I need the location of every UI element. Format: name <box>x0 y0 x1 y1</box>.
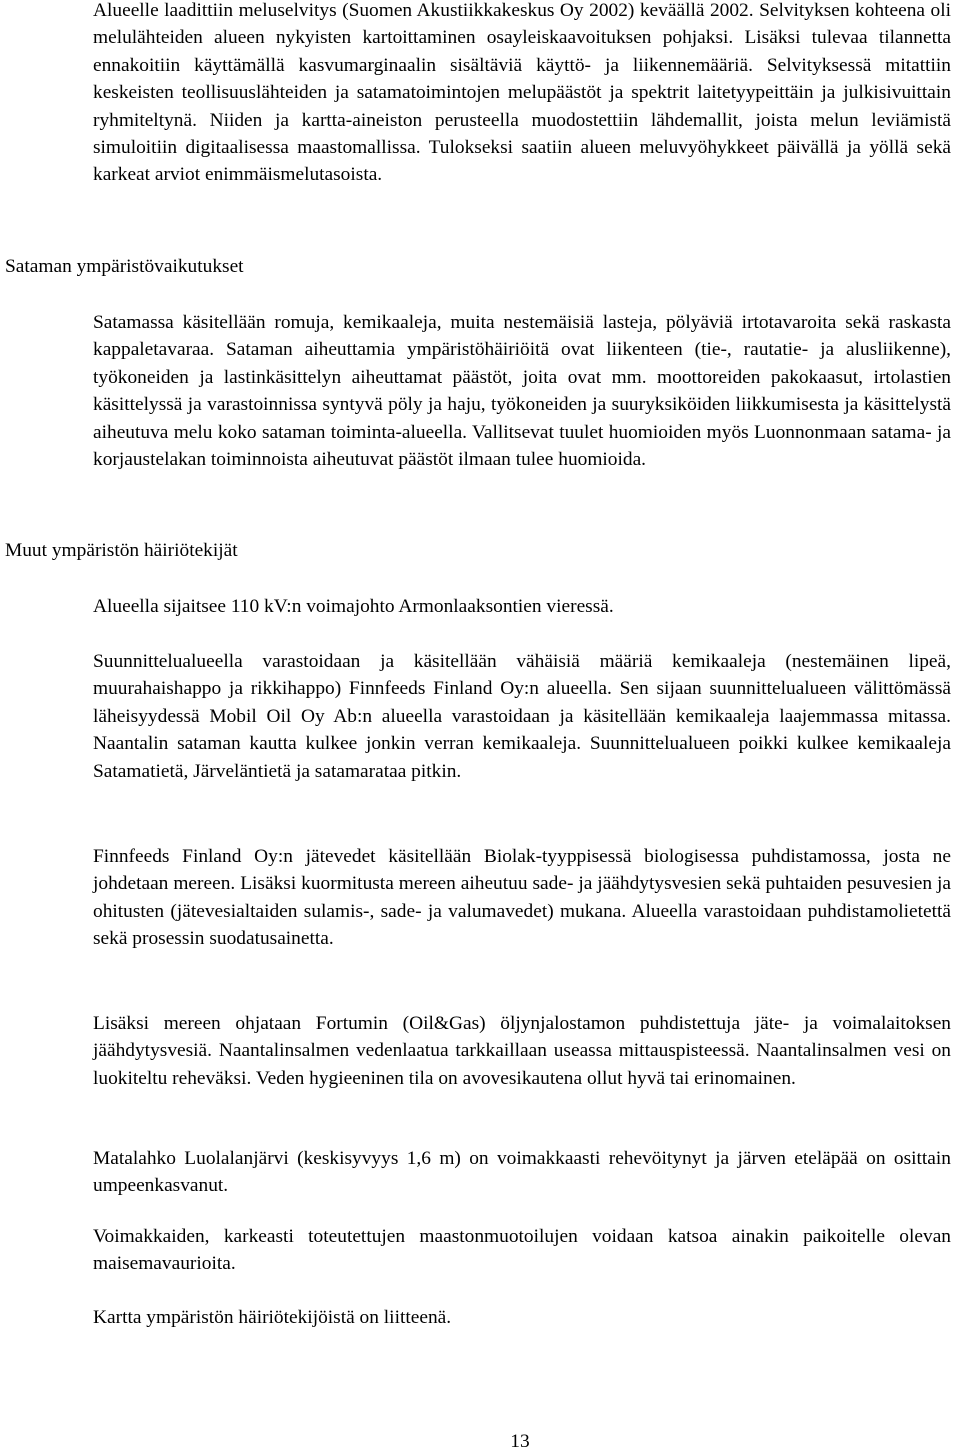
paragraph-noise-survey: Alueelle laadittiin meluselvitys (Suomen Akustiikkakeskus Oy 2002) keväällä 2002. Selvityksen kohteena oli melulähteiden alueen nykyisten kartoittaminen osayleiskaavoituksen pohjaksi. Lisäksi tulevaa tilannetta ennakoitiin käyttämällä kasvumarginaalin sisältäviä käyttö- ja liikennemääriä. Selvityksessä mitattiin keskeisten teollisuuslähteiden ja satamatoimintojen melupäästöt ja spektrit laitetyypeittäin ja julkisivuittain ryhmiteltynä. Niiden ja kartta-aineiston perusteella muodostettiin lähdemallit, joista melun leviämistä simuloitiin digitaalisessa maastomallissa. Tulokseksi saatiin alueen meluvyöhykkeet päivällä ja yöllä sekä karkeat arviot enimmäismelutasoista. <box>93 0 951 186</box>
paragraph-power-line: Alueella sijaitsee 110 kV:n voimajohto Armonlaaksontien vieressä. <box>93 596 614 617</box>
paragraph-landscape-damage: Voimakkaiden, karkeasti toteutettujen maastonmuotoilujen voidaan katsoa ainakin paikoitelle olevan maisemavaurioita. <box>93 1226 951 1275</box>
paragraph-wastewater: Finnfeeds Finland Oy:n jätevedet käsitellään Biolak-tyyppisessä biologisessa puhdistamossa, josta ne johdetaan mereen. Lisäksi kuormitusta mereen aiheutuu sade- ja jäähdytysvesien sekä puhtaiden pesuvesien ja ohitusten (jätevesialtaiden sulamis-, sade- ja valumavedet) mukana. Alueella varastoidaan puhdistamolietettä sekä prosessin suodatusainetta. <box>93 846 951 950</box>
paragraph-map-appendix: Kartta ympäristön häiriötekijöistä on liitteenä. <box>93 1307 452 1328</box>
page-number: 13 <box>510 1431 530 1452</box>
heading-harbour-impacts: Sataman ympäristövaikutukset <box>5 256 244 277</box>
paragraph-harbour-impacts: Satamassa käsitellään romuja, kemikaaleja, muita nestemäisiä lasteja, pölyäviä irtotavaroita sekä raskasta kappaletavaraa. Sataman aiheuttamia ympäristöhäiriöitä ovat liikenteen (tie-, rautatie- ja alusliikenne), työkoneiden ja lastinkäsittelyn aiheuttamat päästöt, joita ovat mm. moottoreiden pakokaasut, irtolastien käsittelyssä ja varastoinnissa syntyvä pöly ja haju, työkoneiden ja suuryksiköiden liikkumisesta ja käsittelystä aiheutuva melu koko sataman toiminta-alueella. Vallitsevat tuulet huomioiden myös Luonnonmaan satama- ja korjaustelakan toiminnoista aiheutuvat päästöt ilmaan tulee huomioida. <box>93 312 951 471</box>
paragraph-chemicals: Suunnittelualueella varastoidaan ja käsitellään vähäisiä määriä kemikaaleja (nestemäinen lipeä, muurahaishappo ja rikkihappo) Finnfeeds Finland Oy:n alueella. Sen sijaan suunnittelualueen välittömässä läheisyydessä Mobil Oil Oy Ab:n alueella varastoidaan ja käsitellään kemikaaleja laajemmassa mitassa. Naantalin sataman kautta kulkee jonkin verran kemikaaleja. Suunnittelualueen poikki kulkee kemikaaleja Satamatietä, Järveläntietä ja satamarataa pitkin. <box>93 651 951 782</box>
paragraph-luolalanjarvi: Matalahko Luolalanjärvi (keskisyvyys 1,6 m) on voimakkaasti rehevöitynyt ja järven eteläpää on osittain umpeenkasvanut. <box>93 1148 951 1197</box>
paragraph-sea-discharges: Lisäksi mereen ohjataan Fortumin (Oil&Gas) öljynjalostamon puhdistettuja jäte- ja voimalaitoksen jäähdytysvesiä. Naantalinsalmen vedenlaatua tarkkaillaan useassa mittauspisteessä. Naantalinsalmen vesi on luokiteltu reheväksi. Veden hygieeninen tila on avovesikautena ollut hyvä tai erinomainen. <box>93 1013 951 1089</box>
heading-other-disturbances: Muut ympäristön häiriötekijät <box>5 540 238 561</box>
